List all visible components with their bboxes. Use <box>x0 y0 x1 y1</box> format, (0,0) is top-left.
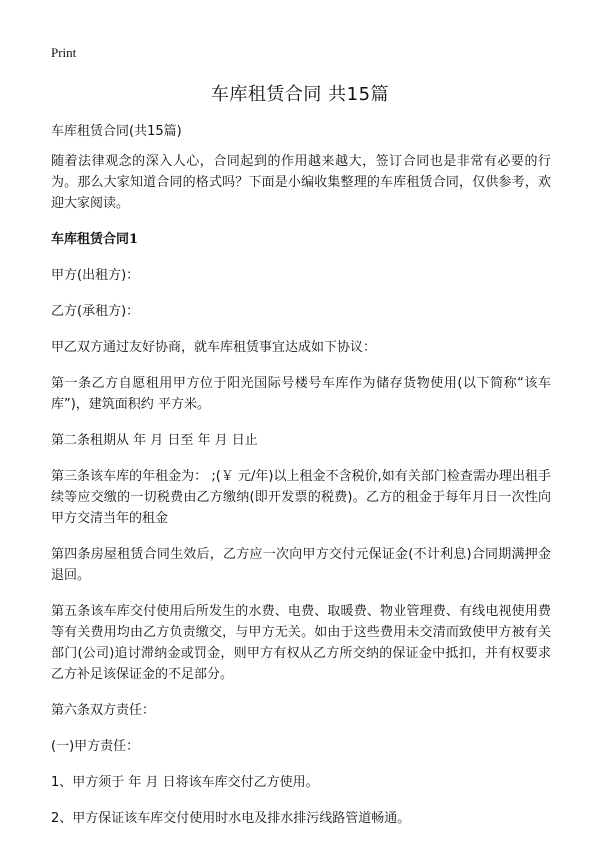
clause-4: 第四条房屋租赁合同生效后，乙方应一次向甲方交付元保证金(不计利息)合同期满押金退回。 <box>51 547 551 583</box>
section-heading: 车库租赁合同1 <box>51 232 139 247</box>
print-link[interactable]: Print <box>51 45 77 60</box>
party-a-duty-2: 2、甲方保证该车库交付使用时水电及排水排污线路管道畅通。 <box>51 811 411 826</box>
clause-6: 第六条双方责任： <box>51 703 156 718</box>
clause-5: 第五条该车库交付使用后所发生的水费、电费、取暖费、物业管理费、有线电视使用费等有关费用均由乙方负责缴交，与甲方无关。如由于这些费用未交清而致使甲方被有关部门(公司)追讨滞纳金或罚金，则甲方有权从乙方所交纳的保证金中抵扣，并有权要求乙方补足该保证金的不足部分。 <box>51 604 551 682</box>
lessee-line: 乙方(承租方)： <box>51 304 140 319</box>
document-body <box>51 121 551 844</box>
party-a-duty-1: 1、甲方须于 年 月 日将该车库交付乙方使用。 <box>51 775 319 790</box>
clause-3: 第三条该车库的年租金为： ;(￥ 元/年)以上租金不含税价,如有关部门检查需办理出租手续等应交缴的一切税费由乙方缴纳(即开发票的税费)。乙方的租金于每年月日一次性向甲方交清当年的租金 <box>51 469 551 526</box>
party-a-duties-heading: (一)甲方责任： <box>51 739 140 754</box>
clause-2: 第二条租期从 年 月 日至 年 月 日止 <box>51 433 258 448</box>
intro-paragraph: 随着法律观念的深入人心，合同起到的作用越来越大，签订合同也是非常有必要的行为。那么大家知道合同的格式吗？下面是小编收集整理的车库租赁合同，仅供参考，欢迎大家阅读。 <box>51 154 551 211</box>
subtitle-paragraph: 车库租赁合同(共15篇) <box>51 124 182 139</box>
clause-1: 第一条乙方自愿租用甲方位于阳光国际号楼号车库作为储存货物使用(以下简称“该车库”)，建筑面积约 平方米。 <box>51 376 551 412</box>
agreement-intro: 甲乙双方通过友好协商，就车库租赁事宜达成如下协议： <box>51 340 377 355</box>
document-title: 车库租赁合同 共15篇 <box>210 84 390 105</box>
lessor-line: 甲方(出租方)： <box>51 268 140 283</box>
